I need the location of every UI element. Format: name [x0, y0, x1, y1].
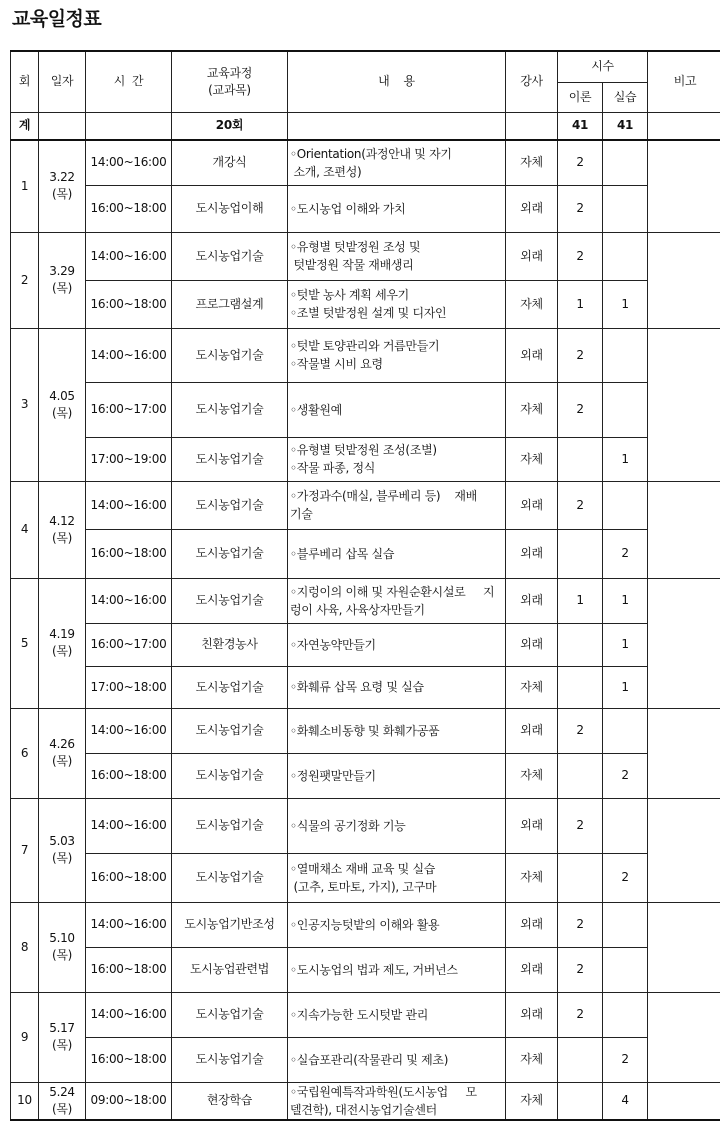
- session-number: 3: [11, 328, 39, 481]
- session-number: 10: [11, 1082, 39, 1120]
- course-cell: 도시농업기술: [172, 753, 288, 798]
- schedule-row: [11, 185, 720, 232]
- content-line: ◦열매채소 재배 교육 및 실습: [290, 861, 436, 876]
- content-line: ◦텃밭 농사 계획 세우기: [290, 288, 409, 302]
- theory-hours-cell: [558, 666, 603, 708]
- theory-hours-cell: [558, 437, 603, 481]
- time-cell: 16:00~18:00: [86, 853, 172, 902]
- schedule-row: [11, 853, 720, 902]
- course-cell: 도시농업기술: [172, 529, 288, 578]
- practice-hours-cell: [603, 798, 648, 853]
- summary-row: [11, 112, 720, 140]
- practice-hours-cell: 1: [603, 578, 648, 623]
- practice-hours-cell: 1: [603, 437, 648, 481]
- summary-practice: 41: [603, 112, 648, 140]
- practice-hours-cell: 1: [603, 666, 648, 708]
- remarks-cell: [648, 708, 720, 798]
- instructor-cell: 외래: [506, 578, 558, 623]
- content-cell: [288, 623, 506, 666]
- content-cell: [288, 437, 506, 481]
- session-day: (목): [51, 1038, 73, 1052]
- time-cell: 16:00~18:00: [86, 947, 172, 992]
- time-cell: 17:00~18:00: [86, 666, 172, 708]
- session-day: (목): [51, 187, 73, 202]
- content-cell: [288, 382, 506, 437]
- session-number: 2: [11, 232, 39, 328]
- time-cell: 14:00~16:00: [86, 140, 172, 185]
- time-cell: 14:00~16:00: [86, 232, 172, 280]
- theory-hours-cell: 2: [558, 947, 603, 992]
- content-cell: [288, 947, 506, 992]
- time-cell: 14:00~16:00: [86, 578, 172, 623]
- session-day: (목): [51, 1101, 73, 1116]
- course-cell: 프로그램설계: [172, 280, 288, 328]
- theory-hours-cell: 2: [558, 185, 603, 232]
- theory-hours-cell: [558, 623, 603, 666]
- instructor-cell: 자체: [506, 753, 558, 798]
- instructor-cell: 외래: [506, 947, 558, 992]
- course-cell: 도시농업관련법: [172, 947, 288, 992]
- instructor-cell: 자체: [506, 853, 558, 902]
- schedule-row: [11, 328, 720, 382]
- content-line: ◦지렁이의 이해 및 자원순환시설로 지: [290, 584, 495, 599]
- instructor-cell: 외래: [506, 992, 558, 1037]
- content-line: ◦화훼류 삽목 요령 및 실습: [290, 680, 424, 694]
- instructor-cell: 외래: [506, 708, 558, 753]
- content-line: ◦작물별 시비 요령: [290, 357, 383, 371]
- session-date: [39, 798, 86, 902]
- summary-sessions: 20회: [172, 112, 288, 140]
- session-date-value: 4.19: [49, 627, 75, 642]
- instructor-cell: 외래: [506, 481, 558, 529]
- content-cell: [288, 328, 506, 382]
- practice-hours-cell: [603, 382, 648, 437]
- time-cell: 09:00~18:00: [86, 1082, 172, 1120]
- summary-theory: 41: [558, 112, 603, 140]
- schedule-table: [10, 50, 720, 1121]
- session-date-value: 5.10: [49, 931, 75, 946]
- theory-hours-cell: [558, 1037, 603, 1082]
- instructor-cell: 자체: [506, 140, 558, 185]
- time-cell: 16:00~18:00: [86, 753, 172, 798]
- time-cell: 16:00~18:00: [86, 1037, 172, 1082]
- session-number: 8: [11, 902, 39, 992]
- content-cell: [288, 1037, 506, 1082]
- remarks-cell: [648, 232, 720, 328]
- content-line: ◦블루베리 삽목 실습: [290, 546, 395, 561]
- content-cell: [288, 185, 506, 232]
- schedule-row: [11, 140, 720, 185]
- time-cell: 17:00~19:00: [86, 437, 172, 481]
- course-cell: 개강식: [172, 140, 288, 185]
- practice-hours-cell: [603, 232, 648, 280]
- content-line: ◦화훼소비동향 및 화훼가공품: [290, 723, 440, 738]
- content-line: ◦텃밭 토양관리와 거름만들기: [290, 339, 440, 353]
- remarks-cell: [648, 578, 720, 708]
- content-cell: [288, 280, 506, 328]
- session-number: 5: [11, 578, 39, 708]
- instructor-cell: 외래: [506, 185, 558, 232]
- header-course: [172, 51, 288, 112]
- schedule-row: [11, 1037, 720, 1082]
- session-date-value: 5.17: [49, 1021, 75, 1036]
- content-line: ◦유형별 텃밭정원 조성 및: [290, 240, 421, 254]
- theory-hours-cell: 2: [558, 328, 603, 382]
- session-date: [39, 140, 86, 232]
- session-date: [39, 578, 86, 708]
- content-line: ◦정원팻말만들기: [290, 768, 376, 783]
- content-cell: [288, 708, 506, 753]
- content-line: ◦조별 텃밭정원 설계 및 디자인: [290, 306, 447, 320]
- practice-hours-cell: [603, 328, 648, 382]
- course-cell: 도시농업기술: [172, 1037, 288, 1082]
- instructor-cell: 자체: [506, 666, 558, 708]
- content-line: 소개, 조편성): [290, 164, 362, 179]
- remarks-cell: [648, 902, 720, 992]
- instructor-cell: 자체: [506, 382, 558, 437]
- content-line: ◦도시농업 이해와 가치: [290, 201, 406, 216]
- summary-empty-time: [86, 112, 172, 140]
- content-line: ◦지속가능한 도시텃밭 관리: [290, 1007, 429, 1022]
- session-date-value: 4.05: [49, 388, 75, 403]
- content-line: ◦실습포관리(작물관리 및 제초): [290, 1052, 449, 1067]
- content-cell: [288, 232, 506, 280]
- session-day: (목): [51, 644, 73, 658]
- header-time: 시 간: [86, 51, 172, 112]
- remarks-cell: [648, 328, 720, 481]
- practice-hours-cell: 2: [603, 1037, 648, 1082]
- time-cell: 14:00~16:00: [86, 328, 172, 382]
- summary-label: 계: [11, 112, 39, 140]
- session-date: [39, 708, 86, 798]
- instructor-cell: 자체: [506, 1082, 558, 1120]
- content-cell: [288, 1082, 506, 1120]
- theory-hours-cell: 2: [558, 992, 603, 1037]
- content-line: 델견학), 대전시농업기술센터: [290, 1102, 437, 1117]
- session-date: [39, 328, 86, 481]
- schedule-row: [11, 902, 720, 947]
- instructor-cell: 외래: [506, 902, 558, 947]
- instructor-cell: 자체: [506, 1037, 558, 1082]
- practice-hours-cell: 4: [603, 1082, 648, 1120]
- header-instructor: 강사: [506, 51, 558, 112]
- time-cell: 14:00~16:00: [86, 992, 172, 1037]
- session-number: 1: [11, 140, 39, 232]
- time-cell: 16:00~18:00: [86, 529, 172, 578]
- schedule-row: [11, 798, 720, 853]
- content-line: ◦국립원예특작과학원(도시농업 모: [290, 1084, 477, 1099]
- remarks-cell: [648, 992, 720, 1082]
- header-theory: 이론: [558, 82, 603, 112]
- content-line: 텃밭정원 작물 재배생리: [290, 258, 414, 272]
- remarks-cell: [648, 140, 720, 232]
- schedule-row: [11, 481, 720, 529]
- content-line: ◦생활원예: [290, 402, 342, 417]
- content-cell: [288, 529, 506, 578]
- theory-hours-cell: 1: [558, 280, 603, 328]
- schedule-row: [11, 992, 720, 1037]
- content-cell: [288, 140, 506, 185]
- content-line: ◦식물의 공기정화 기능: [290, 818, 406, 833]
- practice-hours-cell: 1: [603, 623, 648, 666]
- time-cell: 16:00~17:00: [86, 382, 172, 437]
- summary-empty-date: [39, 112, 86, 140]
- instructor-cell: 외래: [506, 232, 558, 280]
- practice-hours-cell: 2: [603, 853, 648, 902]
- schedule-row: [11, 753, 720, 798]
- content-line: ◦자연농약만들기: [290, 637, 376, 652]
- header-practice: 실습: [603, 82, 648, 112]
- course-cell: 도시농업기술: [172, 578, 288, 623]
- course-cell: 현장학습: [172, 1082, 288, 1120]
- course-cell: 도시농업기술: [172, 992, 288, 1037]
- instructor-cell: 외래: [506, 798, 558, 853]
- practice-hours-cell: [603, 481, 648, 529]
- session-number: 7: [11, 798, 39, 902]
- summary-empty-content: [288, 112, 506, 140]
- header-content: 내 용: [288, 51, 506, 112]
- course-cell: 도시농업이해: [172, 185, 288, 232]
- content-line: ◦도시농업의 법과 제도, 거버넌스: [290, 962, 458, 977]
- header-date: 일자: [39, 51, 86, 112]
- schedule-row: [11, 437, 720, 481]
- time-cell: 14:00~16:00: [86, 708, 172, 753]
- session-number: 9: [11, 992, 39, 1082]
- session-date: [39, 481, 86, 578]
- schedule-row: [11, 666, 720, 708]
- instructor-cell: 자체: [506, 280, 558, 328]
- header-session: 회: [11, 51, 39, 112]
- practice-hours-cell: [603, 708, 648, 753]
- instructor-cell: 외래: [506, 328, 558, 382]
- content-cell: [288, 902, 506, 947]
- session-date: [39, 902, 86, 992]
- remarks-cell: [648, 481, 720, 578]
- theory-hours-cell: [558, 1082, 603, 1120]
- schedule-row: [11, 280, 720, 328]
- practice-hours-cell: [603, 140, 648, 185]
- theory-hours-cell: 2: [558, 902, 603, 947]
- schedule-row: [11, 708, 720, 753]
- content-line: ◦작물 파종, 정식: [290, 461, 376, 475]
- content-line: 기술: [290, 507, 313, 521]
- course-cell: 도시농업기술: [172, 437, 288, 481]
- course-cell: 도시농업기술: [172, 232, 288, 280]
- course-cell: 도시농업기술: [172, 708, 288, 753]
- content-line: ◦가정과수(매실, 블루베리 등) 재배: [290, 489, 477, 503]
- theory-hours-cell: 2: [558, 140, 603, 185]
- theory-hours-cell: 2: [558, 798, 603, 853]
- theory-hours-cell: 2: [558, 708, 603, 753]
- practice-hours-cell: 1: [603, 280, 648, 328]
- course-cell: 도시농업기술: [172, 481, 288, 529]
- course-cell: 도시농업기술: [172, 853, 288, 902]
- content-line: ◦유형별 텃밭정원 조성(조별): [290, 443, 437, 457]
- header-course-line1: 교육과정: [206, 65, 253, 80]
- summary-remarks: [648, 112, 720, 140]
- content-cell: [288, 481, 506, 529]
- practice-hours-cell: [603, 185, 648, 232]
- time-cell: 16:00~18:00: [86, 280, 172, 328]
- remarks-cell: [648, 798, 720, 902]
- schedule-row: [11, 1082, 720, 1120]
- header-remarks: 비고: [648, 51, 720, 112]
- content-cell: [288, 578, 506, 623]
- course-cell: 도시농업기술: [172, 666, 288, 708]
- session-date-value: 3.29: [49, 264, 75, 279]
- content-line: (고추, 토마토, 가지), 고구마: [290, 879, 437, 894]
- time-cell: 14:00~16:00: [86, 481, 172, 529]
- course-cell: 도시농업기술: [172, 328, 288, 382]
- course-cell: 도시농업기술: [172, 382, 288, 437]
- practice-hours-cell: 2: [603, 753, 648, 798]
- session-date: [39, 1082, 86, 1120]
- instructor-cell: 외래: [506, 529, 558, 578]
- schedule-row: [11, 947, 720, 992]
- time-cell: 16:00~18:00: [86, 185, 172, 232]
- summary-empty-instructor: [506, 112, 558, 140]
- theory-hours-cell: [558, 853, 603, 902]
- session-date-value: 5.24: [49, 1084, 75, 1099]
- theory-hours-cell: 2: [558, 481, 603, 529]
- schedule-row: [11, 382, 720, 437]
- header-hours: 시수: [558, 51, 648, 82]
- theory-hours-cell: [558, 529, 603, 578]
- session-day: (목): [51, 530, 73, 545]
- schedule-row: [11, 529, 720, 578]
- content-cell: [288, 753, 506, 798]
- schedule-row: [11, 578, 720, 623]
- schedule-row: [11, 623, 720, 666]
- schedule-body: [11, 112, 720, 1120]
- course-cell: 도시농업기술: [172, 798, 288, 853]
- content-line: ◦인공지능텃밭의 이해와 활용: [290, 917, 440, 932]
- session-day: (목): [51, 754, 73, 768]
- theory-hours-cell: 1: [558, 578, 603, 623]
- practice-hours-cell: [603, 902, 648, 947]
- time-cell: 16:00~17:00: [86, 623, 172, 666]
- session-day: (목): [51, 281, 73, 295]
- content-cell: [288, 992, 506, 1037]
- course-cell: 친환경농사: [172, 623, 288, 666]
- session-date-value: 5.03: [49, 834, 75, 849]
- course-cell: 도시농업기반조성: [172, 902, 288, 947]
- content-line: 렁이 사육, 사육상자만들기: [290, 602, 425, 617]
- session-date-value: 4.12: [49, 513, 75, 528]
- content-cell: [288, 666, 506, 708]
- practice-hours-cell: [603, 992, 648, 1037]
- session-day: (목): [51, 948, 73, 962]
- practice-hours-cell: [603, 947, 648, 992]
- remarks-cell: [648, 1082, 720, 1120]
- content-cell: [288, 798, 506, 853]
- session-date: [39, 232, 86, 328]
- theory-hours-cell: [558, 753, 603, 798]
- session-day: (목): [51, 405, 73, 420]
- practice-hours-cell: 2: [603, 529, 648, 578]
- instructor-cell: 외래: [506, 623, 558, 666]
- time-cell: 14:00~16:00: [86, 798, 172, 853]
- content-line: ◦Orientation(과정안내 및 자기: [290, 146, 452, 161]
- session-day: (목): [51, 851, 73, 865]
- theory-hours-cell: 2: [558, 232, 603, 280]
- session-date-value: 3.22: [49, 170, 75, 185]
- instructor-cell: 자체: [506, 437, 558, 481]
- content-cell: [288, 853, 506, 902]
- page-title: 교육일정표: [12, 8, 102, 30]
- schedule-row: [11, 232, 720, 280]
- session-number: 4: [11, 481, 39, 578]
- session-number: 6: [11, 708, 39, 798]
- time-cell: 14:00~16:00: [86, 902, 172, 947]
- header-course-line2: (교과목): [208, 82, 251, 97]
- session-date: [39, 992, 86, 1082]
- theory-hours-cell: 2: [558, 382, 603, 437]
- session-date-value: 4.26: [49, 737, 75, 752]
